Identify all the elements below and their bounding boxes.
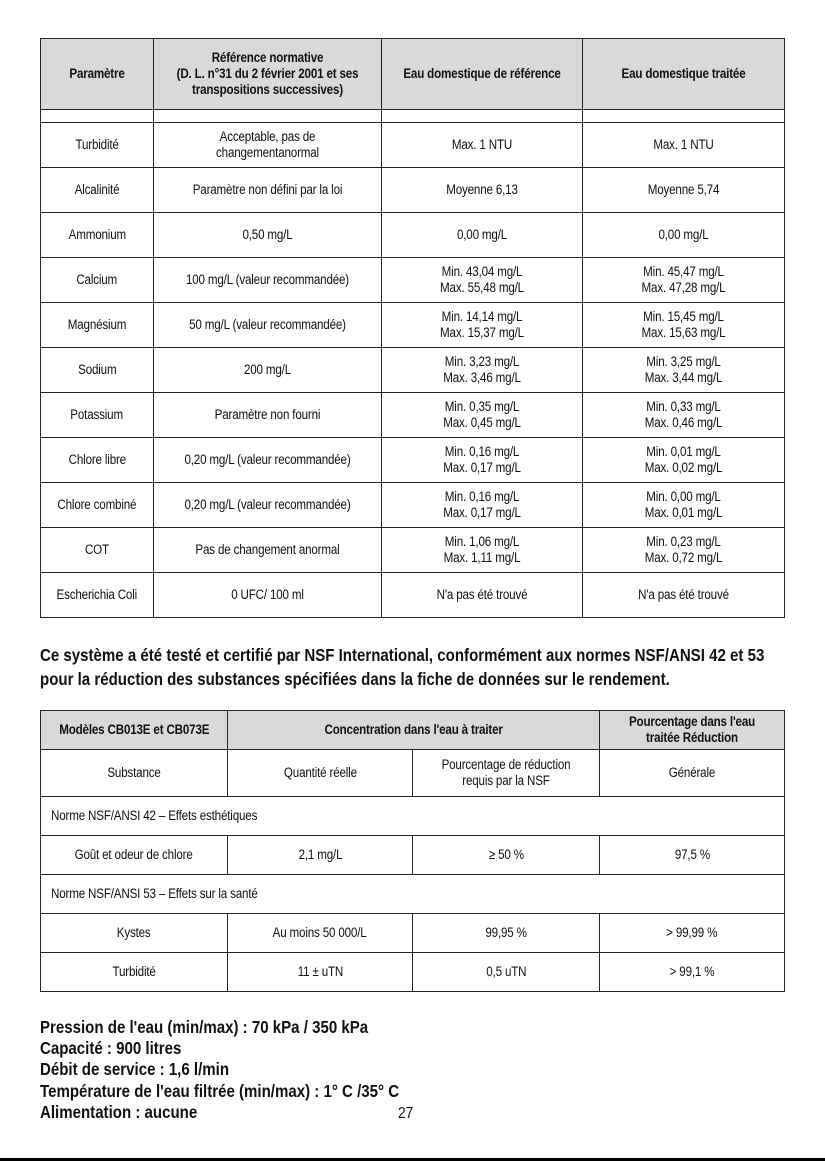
- table-row: [41, 303, 785, 348]
- substance-cell: Turbidité: [41, 953, 228, 992]
- normative-reference-header: Référence normative (D. L. n°31 du 2 février 2001 et ses transpositions successives): [154, 39, 382, 110]
- quantity-cell: Au moins 50 000/L: [228, 914, 413, 953]
- treated-water-cell: 0,00 mg/L: [583, 213, 785, 258]
- reference-water-cell: N'a pas été trouvé: [382, 573, 583, 618]
- table-row: [41, 836, 785, 875]
- parameter-cell: Sodium: [41, 348, 154, 393]
- normative-reference-cell: 100 mg/L (valeur recommandée): [154, 258, 382, 303]
- norm42-label: Norme NSF/ANSI 42 – Effets esthétiques: [41, 797, 785, 836]
- parameter-cell: COT: [41, 528, 154, 573]
- table-row: [41, 438, 785, 483]
- parameter-cell: Turbidité: [41, 123, 154, 168]
- parameter-cell: Calcium: [41, 258, 154, 303]
- models-header: Modèles CB013E et CB073E: [41, 711, 228, 750]
- parameter-cell: Alcalinité: [41, 168, 154, 213]
- parameter-cell: Magnésium: [41, 303, 154, 348]
- parameter-cell: Potassium: [41, 393, 154, 438]
- spec-flow-rate: Débit de service : 1,6 l/min: [40, 1059, 230, 1080]
- norm53-label: Norme NSF/ANSI 53 – Effets sur la santé: [41, 875, 785, 914]
- general-header: Générale: [600, 750, 785, 797]
- certification-paragraph: Ce système a été testé et certifié par NSF International, conformément aux normes NSF/ANSI 42 et 53 pour la réduction des substances spécifiées dans la fiche de données sur le rendement.: [40, 645, 765, 689]
- table-row: [41, 528, 785, 573]
- quantity-cell: 2,1 mg/L: [228, 836, 413, 875]
- table-row: [41, 914, 785, 953]
- normative-reference-cell: 0,50 mg/L: [154, 213, 382, 258]
- treated-water-cell: Max. 1 NTU: [583, 123, 785, 168]
- table-row: [41, 393, 785, 438]
- normative-reference-cell: 200 mg/L: [154, 348, 382, 393]
- reference-water-cell: Min. 0,16 mg/L Max. 0,17 mg/L: [382, 438, 583, 483]
- table-row: [41, 348, 785, 393]
- treated-water-cell: Min. 0,23 mg/L Max. 0,72 mg/L: [583, 528, 785, 573]
- normative-reference-cell: 0 UFC/ 100 ml: [154, 573, 382, 618]
- parameter-cell: Ammonium: [41, 213, 154, 258]
- reference-water-header: Eau domestique de référence: [382, 39, 583, 110]
- spec-temperature: Température de l'eau filtrée (min/max) : 1° C /35° C: [40, 1080, 400, 1101]
- required-cell: ≥ 50 %: [413, 836, 600, 875]
- spacer-cell: [583, 110, 785, 123]
- spacer-cell: [382, 110, 583, 123]
- normative-reference-cell: Paramètre non fourni: [154, 393, 382, 438]
- table-row: [41, 123, 785, 168]
- spec-power: Alimentation : aucune: [40, 1101, 198, 1122]
- reference-water-cell: Min. 43,04 mg/L Max. 55,48 mg/L: [382, 258, 583, 303]
- table-row: [41, 483, 785, 528]
- reference-water-cell: Max. 1 NTU: [382, 123, 583, 168]
- substance-header: Substance: [41, 750, 228, 797]
- percent-header: Pourcentage dans l'eau traitée Réduction: [600, 711, 785, 750]
- general-cell: > 99,1 %: [600, 953, 785, 992]
- treated-water-cell: Min. 15,45 mg/L Max. 15,63 mg/L: [583, 303, 785, 348]
- reference-water-cell: Moyenne 6,13: [382, 168, 583, 213]
- spacer-cell: [154, 110, 382, 123]
- nsf-performance-table: [40, 710, 785, 992]
- water-quality-table: [40, 38, 785, 618]
- table-row: [41, 953, 785, 992]
- treated-water-header: Eau domestique traitée: [583, 39, 785, 110]
- parameter-cell: Chlore combiné: [41, 483, 154, 528]
- treated-water-cell: Min. 0,01 mg/L Max. 0,02 mg/L: [583, 438, 785, 483]
- specifications-list: [40, 1017, 399, 1123]
- general-cell: 97,5 %: [600, 836, 785, 875]
- treated-water-cell: N'a pas été trouvé: [583, 573, 785, 618]
- parameter-cell: Chlore libre: [41, 438, 154, 483]
- normative-reference-cell: Pas de changement anormal: [154, 528, 382, 573]
- required-cell: 99,95 %: [413, 914, 600, 953]
- parameter-header: Paramètre: [41, 39, 154, 110]
- general-cell: > 99,99 %: [600, 914, 785, 953]
- normative-reference-cell: 0,20 mg/L (valeur recommandée): [154, 438, 382, 483]
- spec-capacity: Capacité : 900 litres: [40, 1038, 182, 1059]
- treated-water-cell: Min. 0,33 mg/L Max. 0,46 mg/L: [583, 393, 785, 438]
- table2-subheader-row: [41, 750, 785, 797]
- treated-water-cell: Min. 3,25 mg/L Max. 3,44 mg/L: [583, 348, 785, 393]
- quantity-cell: 11 ± uTN: [228, 953, 413, 992]
- table-row: [41, 168, 785, 213]
- table-row: [41, 258, 785, 303]
- concentration-header: Concentration dans l'eau à traiter: [228, 711, 600, 750]
- page-number: 27: [398, 1105, 414, 1122]
- table-row: [41, 213, 785, 258]
- normative-reference-cell: Paramètre non défini par la loi: [154, 168, 382, 213]
- norm42-row: [41, 797, 785, 836]
- reference-water-cell: Min. 0,35 mg/L Max. 0,45 mg/L: [382, 393, 583, 438]
- treated-water-cell: Min. 45,47 mg/L Max. 47,28 mg/L: [583, 258, 785, 303]
- water-quality-table-body: [41, 39, 785, 618]
- table2-header-row: [41, 711, 785, 750]
- normative-reference-cell: Acceptable, pas de changementanormal: [154, 123, 382, 168]
- table1-spacer-row: [41, 110, 785, 123]
- treated-water-cell: Min. 0,00 mg/L Max. 0,01 mg/L: [583, 483, 785, 528]
- parameter-cell: Escherichia Coli: [41, 573, 154, 618]
- norm53-row: [41, 875, 785, 914]
- table-row: [41, 573, 785, 618]
- spacer-cell: [41, 110, 154, 123]
- reference-water-cell: Min. 1,06 mg/L Max. 1,11 mg/L: [382, 528, 583, 573]
- substance-cell: Goût et odeur de chlore: [41, 836, 228, 875]
- reference-water-cell: Min. 3,23 mg/L Max. 3,46 mg/L: [382, 348, 583, 393]
- substance-cell: Kystes: [41, 914, 228, 953]
- table1-header-row: [41, 39, 785, 110]
- required-cell: 0,5 uTN: [413, 953, 600, 992]
- spec-pressure: Pression de l'eau (min/max) : 70 kPa / 350 kPa: [40, 1017, 369, 1037]
- normative-reference-cell: 50 mg/L (valeur recommandée): [154, 303, 382, 348]
- reference-water-cell: 0,00 mg/L: [382, 213, 583, 258]
- normative-reference-cell: 0,20 mg/L (valeur recommandée): [154, 483, 382, 528]
- required-header: Pourcentage de réduction requis par la NSF: [413, 750, 600, 797]
- quantity-header: Quantité réelle: [228, 750, 413, 797]
- reference-water-cell: Min. 0,16 mg/L Max. 0,17 mg/L: [382, 483, 583, 528]
- reference-water-cell: Min. 14,14 mg/L Max. 15,37 mg/L: [382, 303, 583, 348]
- treated-water-cell: Moyenne 5,74: [583, 168, 785, 213]
